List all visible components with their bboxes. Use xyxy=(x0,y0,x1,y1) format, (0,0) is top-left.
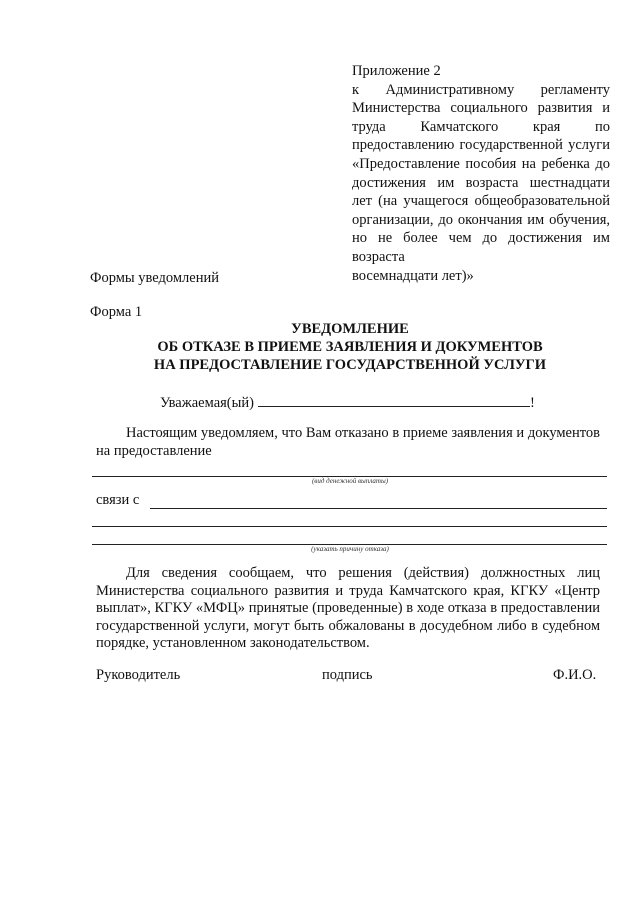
appendix-body: к Административному регламенту Министерства социального развития и труда Камчатского края по предоставлению государственной услуги «Предоставление пособия на ребенка до достижения им возраста шестнадцати лет (на учащегося общеобразовательной организации, до окончания им обучения, но не более чем до достижения им возраста xyxy=(352,81,610,265)
reason-line-1[interactable] xyxy=(150,508,607,509)
forms-label: Формы уведомлений xyxy=(90,270,220,286)
head-label: Руководитель xyxy=(96,667,181,683)
heading-line-2: ОБ ОТКАЗЕ В ПРИЕМЕ ЗАЯВЛЕНИЯ И ДОКУМЕНТОВ xyxy=(157,339,543,355)
appendix-block xyxy=(352,62,610,285)
recipient-name-blank[interactable] xyxy=(258,392,530,407)
greeting-exclamation: ! xyxy=(529,395,535,411)
signature-label: подпись xyxy=(322,667,373,683)
greeting-line xyxy=(160,392,535,412)
reason-caption: (указать причину отказа) xyxy=(311,545,389,553)
payment-type-caption: (вид денежной выплаты) xyxy=(311,477,389,485)
notice-heading xyxy=(90,320,610,374)
appendix-body-last: восемнадцати лет)» xyxy=(352,267,474,284)
heading-line-3: НА ПРЕДОСТАВЛЕНИЕ ГОСУДАРСТВЕННОЙ УСЛУГИ xyxy=(153,357,547,373)
reason-line-2[interactable] xyxy=(92,526,607,527)
heading-line-1: УВЕДОМЛЕНИЕ xyxy=(291,321,409,337)
form-number: Форма 1 xyxy=(90,304,143,320)
full-name-label: Ф.И.О. xyxy=(553,667,597,683)
appendix-title: Приложение 2 xyxy=(352,63,441,79)
greeting-label: Уважаемая(ый) xyxy=(160,395,254,411)
refusal-paragraph: Настоящим уведомляем, что Вам отказано в приеме заявления и документов на предоставление xyxy=(96,425,600,459)
appeal-paragraph: Для сведения сообщаем, что решения (действия) должностных лиц Министерства социального развития и труда Камчатского края, КГКУ «Центр выплат», КГКУ «МФЦ» принятые (проведенные) в ходе отказа в предоставлении государственной услуги, могут быть обжалованы в досудебном либо в судебном порядке, установленном законодательством. xyxy=(96,565,600,651)
svyazi-label: связи с xyxy=(96,492,140,508)
